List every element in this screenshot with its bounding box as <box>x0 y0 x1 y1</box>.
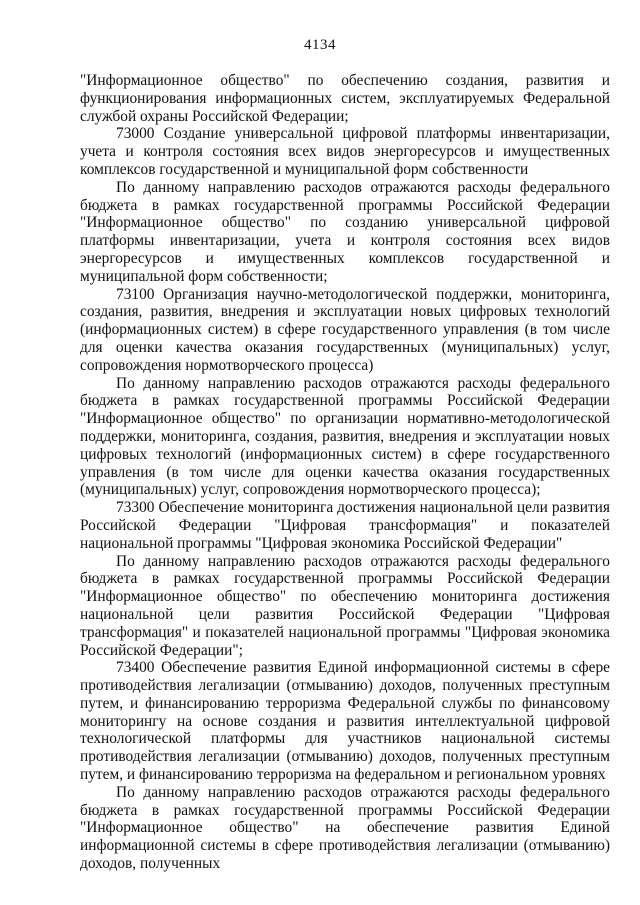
paragraph-code-73400: 73400 Обеспечение развития Единой информационной системы в сфере противодействия легализации (отмыванию) доходов, полученных преступным путем, и финансированию терроризма Федеральной службы по финансовому мониторингу на основе создания и развития интеллектуальной цифровой технологической платформы для участников национальной системы противодействия легализации (отмыванию) доходов, полученных преступным путем, и финансированию терроризма на федеральном и региональном уровнях <box>80 659 610 784</box>
paragraph-code-73300: 73300 Обеспечение мониторинга достижения национальной цели развития Российской Федерации "Цифровая трансформация" и показателей национальной программы "Цифровая экономика Российской Федерации" <box>80 499 610 552</box>
paragraph-expenses-73000: По данному направлению расходов отражаются расходы федерального бюджета в рамках государственной программы Российской Федерации "Информационное общество" по созданию универсальной цифровой платформы инвентаризации, учета и контроля состояния всех видов энергоресурсов и имущественных комплексов государственной и муниципальной форм собственности; <box>80 178 610 285</box>
paragraph-expenses-73300: По данному направлению расходов отражаются расходы федерального бюджета в рамках государственной программы Российской Федерации "Информационное общество" по обеспечению мониторинга достижения национальной цели развития Российской Федерации "Цифровая трансформация" и показателей национальной программы "Цифровая экономика Российской Федерации"; <box>80 552 610 659</box>
page-number: 4134 <box>304 37 336 53</box>
document-body <box>80 72 610 873</box>
paragraph-code-73000: 73000 Создание универсальной цифровой платформы инвентаризации, учета и контроля состояния всех видов энергоресурсов и имущественных комплексов государственной и муниципальной форм собственности <box>80 125 610 178</box>
paragraph-code-73100: 73100 Организация научно-методологической поддержки, мониторинга, создания, развития, внедрения и эксплуатации новых цифровых технологий (информационных систем) в сфере государственного управления (в том числе для оценки качества оказания государственных (муниципальных) услуг, сопровождения нормотворческого процесса) <box>80 285 610 374</box>
paragraph-continuation: "Информационное общество" по обеспечению создания, развития и функционирования информационных систем, эксплуатируемых Федеральной службой охраны Российской Федерации; <box>80 72 610 125</box>
paragraph-expenses-73400: По данному направлению расходов отражаются расходы федерального бюджета в рамках государственной программы Российской Федерации "Информационное общество" на обеспечение развития Единой информационной системы в сфере противодействия легализации (отмыванию) доходов, полученных <box>80 783 610 873</box>
paragraph-expenses-73100: По данному направлению расходов отражаются расходы федерального бюджета в рамках государственной программы Российской Федерации "Информационное общество" по организации нормативно-методологической поддержки, мониторинга, создания, развития, внедрения и эксплуатации новых цифровых технологий (информационных систем) в сфере государственного управления (в том числе для оценки качества оказания государственных (муниципальных) услуг, сопровождения нормотворческого процесса); <box>80 374 610 499</box>
